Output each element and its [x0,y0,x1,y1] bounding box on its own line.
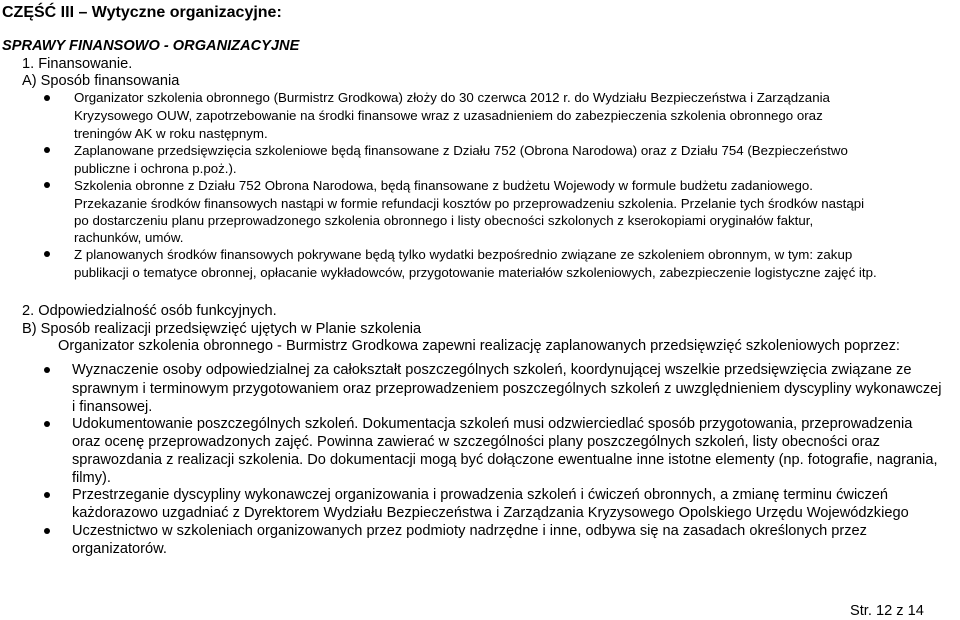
s2-item2-line2: oraz ocenę przeprowadzonych zajęć. Powinna zawierać w szczególności plany poszczególnych szkoleń, listy obecności oraz [72,434,880,450]
s1-item3-line1: Szkolenia obronne z Działu 752 Obrona Narodowa, będą finansowane z budżetu Wojewody w formule budżetu zadaniowego. [74,178,813,193]
bullet-icon [44,95,50,101]
section-2-sub: B) Sposób realizacji przedsięwzięć ujętych w Planie szkolenia [22,321,422,337]
s1-item1-line3: treningów AK w roku następnym. [74,126,268,141]
s2-item2-line3: sprawozdania z realizacji szkolenia. Do dokumentacji mogą być dołączone ewentualne inne istotne elementy (np. fotografie, nagrania, [72,452,938,468]
bullet-icon [44,421,50,427]
s2-item2-line4: filmy). [72,470,111,486]
s2-item1-line2: sprawnym i terminowym przygotowaniem oraz przeprowadzeniem poszczególnych szkoleń z uwzględnieniem dyscypliny wykonawczej [72,381,942,397]
bullet-icon [44,492,50,498]
s1-item4-line2: publikacji o tematyce obronnej, opłacanie wykładowców, przygotowanie materiałów szkoleniowych, zabezpieczenie logistyczne zajęć itp. [74,265,877,280]
part-heading: CZĘŚĆ III – Wytyczne organizacyjne: [2,4,282,21]
bullet-icon [44,182,50,188]
section-1-title: 1. Finansowanie. [22,56,133,72]
s1-item4-line1: Z planowanych środków finansowych pokrywane będą tylko wydatki bezpośrednio związane ze szkoleniem obronnym, w tym: zakup [74,247,853,262]
bullet-icon [44,251,50,257]
s1-item3-line2: Przekazanie środków finansowych nastąpi w formie refundacji kosztów po przeprowadzeniu szkolenia. Przelanie tych środków nastąpi [74,196,865,211]
section-2-intro: Organizator szkolenia obronnego - Burmistrz Grodkowa zapewni realizację zaplanowanych przedsięwzięć szkoleniowych poprzez: [58,338,900,354]
s1-item2-line2: publiczne i ochrona p.poż.). [74,161,237,176]
s1-item3-line3: po dostarczeniu planu przeprowadzonego szkolenia obronnego i listy obecności szkolonych z kserokopiami oryginałów faktur, [74,213,814,228]
s2-item4-line1: Uczestnictwo w szkoleniach organizowanych przez podmioty nadrzędne i inne, odbywa się na zasadach określonych przez [72,523,867,539]
s1-item1-line1: Organizator szkolenia obronnego (Burmistrz Grodkowa) złoży do 30 czerwca 2012 r. do Wydziału Bezpieczeństwa i Zarządzania [74,90,830,105]
s2-item1-line1: Wyznaczenie osoby odpowiedzialnej za całokształt poszczególnych szkoleń, koordynującej wszelkie przedsięwzięcia związane ze [72,362,912,378]
s2-item4-line2: organizatorów. [72,541,167,557]
section-subheading: SPRAWY FINANSOWO - ORGANIZACYJNE [2,38,300,54]
bullet-icon [44,367,50,373]
s2-item2-line1: Udokumentowanie poszczególnych szkoleń. Dokumentacja szkoleń musi odzwierciedlać sposób przygotowania, przeprowadzenia [72,416,913,432]
s1-item1-line2: Kryzysowego OUW, zapotrzebowanie na środki finansowe wraz z uzasadnieniem do zabezpieczenia szkolenia obronnego oraz [74,108,823,123]
s2-item3-line2: każdorazowo uzgadniać z Dyrektorem Wydziału Bezpieczeństwa i Zarządzania Kryzysowego Opolskiego Urzędu Wojewódzkiego [72,505,909,521]
s2-item1-line3: i finansowej. [72,399,153,415]
bullet-icon [44,528,50,534]
s1-item2-line1: Zaplanowane przedsięwzięcia szkoleniowe będą finansowane z Działu 752 (Obrona Narodowa) oraz z Działu 754 (Bezpieczeństwo [74,143,848,158]
s2-item3-line1: Przestrzeganie dyscypliny wykonawczej organizowania i prowadzenia szkoleń i ćwiczeń obronnych, a zmianę terminu ćwiczeń [72,487,889,503]
section-1-sub: A) Sposób finansowania [22,73,180,89]
section-2-title: 2. Odpowiedzialność osób funkcyjnych. [22,303,277,319]
page-number: Str. 12 z 14 [850,603,924,619]
bullet-icon [44,147,50,153]
s1-item3-line4: rachunków, umów. [74,230,184,245]
